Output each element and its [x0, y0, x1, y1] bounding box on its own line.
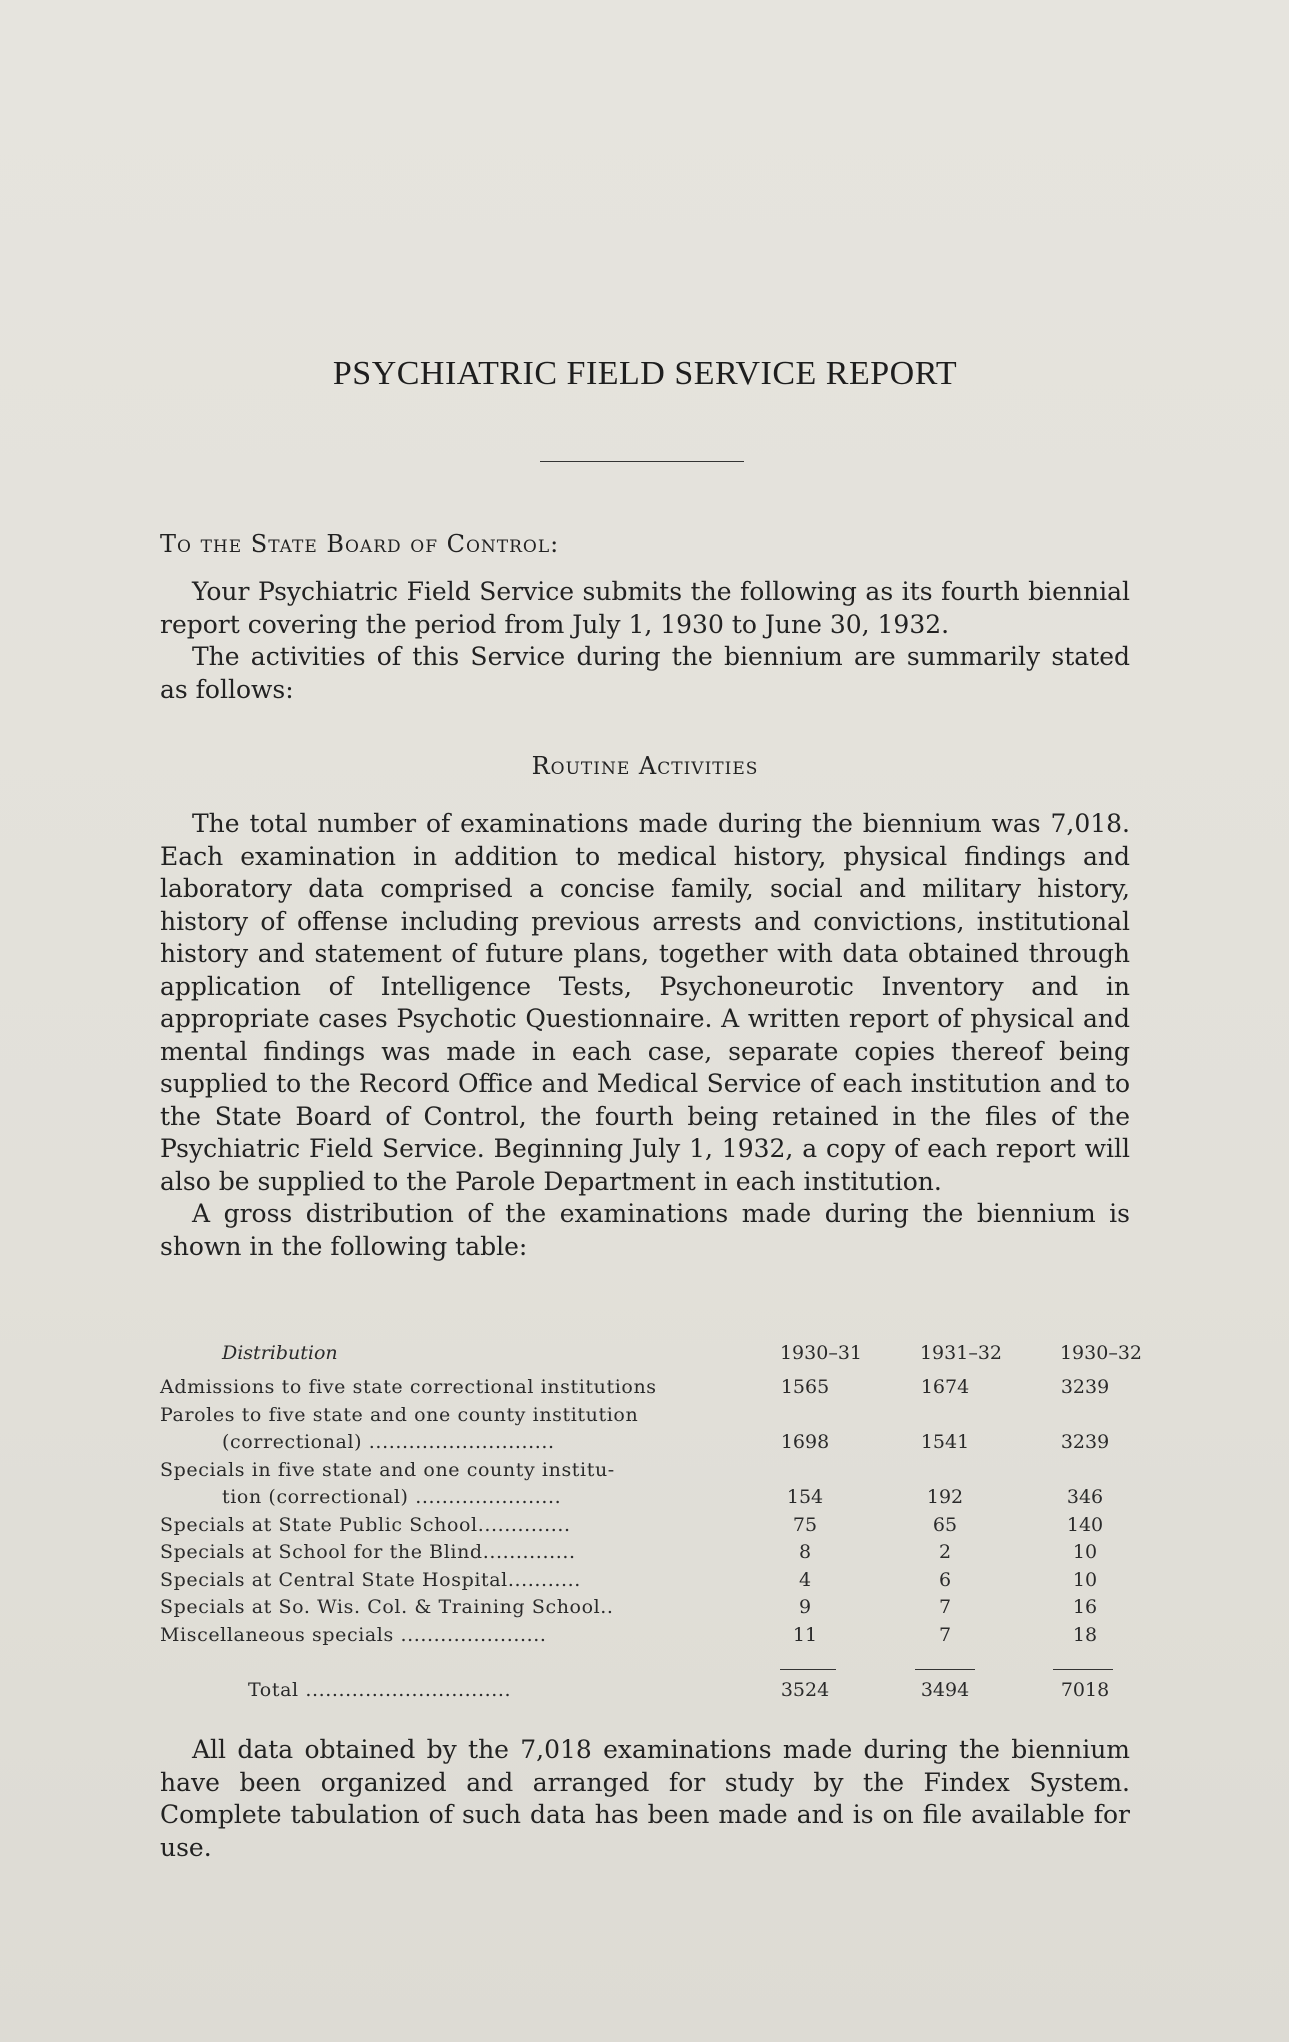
row-label-line: Specials at State Public School..............	[160, 1513, 571, 1536]
row-value: 10	[1072, 1568, 1098, 1591]
row-value: 1541	[920, 1431, 970, 1453]
closing-paragraph: All data obtained by the 7,018 examinations made during the biennium have been organized and arranged for study by the Findex System. Complete tabulation of such data has been made and is on file available for use.	[160, 1735, 1130, 1862]
table-row-total	[160, 1677, 1130, 1705]
row-value: 9	[798, 1596, 812, 1618]
row-value: 7	[938, 1596, 952, 1618]
row-value: 18	[1072, 1623, 1098, 1646]
row-value: 1674	[920, 1376, 970, 1398]
table-row	[160, 1457, 1130, 1512]
addressee-line: To the State Board of Control:	[160, 530, 560, 558]
section-heading-routine: Routine Activities	[531, 752, 759, 780]
row-label-line: Miscellaneous specials ......................	[160, 1623, 547, 1646]
table-row	[160, 1622, 1130, 1650]
intro-section	[160, 576, 1130, 706]
row-label	[160, 1374, 760, 1402]
row-label-line: Specials at School for the Blind..............	[160, 1541, 576, 1563]
row-label-continuation: (correctional) ............................	[222, 1431, 555, 1453]
row-value: 140	[1066, 1513, 1104, 1536]
header-distribution: Distribution	[222, 1342, 338, 1364]
row-value: 8	[798, 1541, 812, 1563]
row-label	[160, 1622, 760, 1650]
table-body	[160, 1374, 1130, 1649]
row-label-line: Paroles to five state and one county institution	[160, 1403, 639, 1426]
table-row	[160, 1402, 1130, 1457]
table-row	[160, 1374, 1130, 1402]
routine-section	[160, 808, 1130, 1263]
row-value: 10	[1072, 1541, 1098, 1563]
closing-section	[160, 1734, 1130, 1864]
row-label-line: Specials at So. Wis. Col. & Training School..	[160, 1596, 614, 1618]
table-row	[160, 1594, 1130, 1622]
row-label	[160, 1512, 760, 1540]
row-label	[160, 1457, 760, 1512]
row-label	[160, 1567, 760, 1595]
row-label	[160, 1539, 760, 1567]
header-col-1930-32: 1930–32	[1059, 1342, 1142, 1364]
row-value: 2	[938, 1541, 952, 1563]
row-label-line: Admissions to five state correctional institutions	[160, 1376, 657, 1398]
row-value: 3239	[1060, 1376, 1110, 1398]
row-label-continuation: tion (correctional) ......................	[222, 1486, 562, 1508]
total-value: 3524	[780, 1679, 830, 1701]
row-value: 1698	[780, 1431, 830, 1453]
intro-paragraph: Your Psychiatric Field Service submits the following as its fourth biennial report covering the period from July 1, 1930 to June 30, 1932.	[160, 577, 1130, 639]
row-label-line: Specials at Central State Hospital...........	[160, 1568, 581, 1591]
row-label-line: Specials in five state and one county institu-	[160, 1458, 615, 1481]
intro-paragraph: The activities of this Service during the biennium are summarily stated as follows:	[160, 642, 1130, 704]
row-value: 11	[792, 1623, 818, 1646]
total-value: 7018	[1060, 1679, 1110, 1701]
table-row	[160, 1539, 1130, 1567]
sum-rule	[1053, 1669, 1113, 1670]
sum-rule	[915, 1669, 975, 1670]
table-row	[160, 1512, 1130, 1540]
row-value: 1565	[780, 1376, 830, 1398]
total-value: 3494	[920, 1679, 970, 1701]
row-value: 154	[786, 1486, 824, 1508]
page-title: PSYCHIATRIC FIELD SERVICE REPORT	[332, 355, 958, 392]
row-value: 192	[926, 1486, 964, 1508]
sum-rule	[780, 1669, 836, 1670]
routine-paragraph: A gross distribution of the examinations made during the biennium is shown in the following table:	[160, 1199, 1130, 1261]
row-label	[160, 1594, 760, 1622]
distribution-table	[160, 1338, 1142, 1705]
row-value: 65	[932, 1513, 958, 1536]
header-col-1931-32: 1931–32	[919, 1342, 1002, 1364]
row-label	[160, 1402, 760, 1457]
table-row	[160, 1567, 1130, 1595]
row-value: 3239	[1060, 1431, 1110, 1453]
header-col-1930-31: 1930–31	[779, 1342, 862, 1364]
row-value: 75	[792, 1513, 818, 1536]
row-value: 16	[1072, 1596, 1098, 1618]
row-value: 7	[938, 1623, 952, 1646]
table-header	[160, 1338, 1142, 1374]
sum-rules	[160, 1649, 1130, 1677]
title-divider	[540, 461, 744, 462]
total-label: Total ...............................	[248, 1679, 512, 1701]
row-value: 4	[798, 1568, 812, 1591]
routine-paragraph: The total number of examinations made during the biennium was 7,018. Each examination in addition to medical history, physical findings and laboratory data comprised a concise family, social and military history, history of offense including previous arrests and convictions, institutional history and statement of future plans, together with data obtained through application of Intelligence Tests, Psychoneurotic Inventory and in appropriate cases Psychotic Questionnaire. A written report of physical and mental findings was made in each case, separate copies thereof being supplied to the Record Office and Medical Service of each institution and to the State Board of Control, the fourth being retained in the files of the Psychiatric Field Service. Beginning July 1, 1932, a copy of each report will also be supplied to the Parole Department in each institution.	[160, 809, 1130, 1196]
row-value: 346	[1066, 1486, 1104, 1508]
row-value: 6	[938, 1568, 952, 1591]
